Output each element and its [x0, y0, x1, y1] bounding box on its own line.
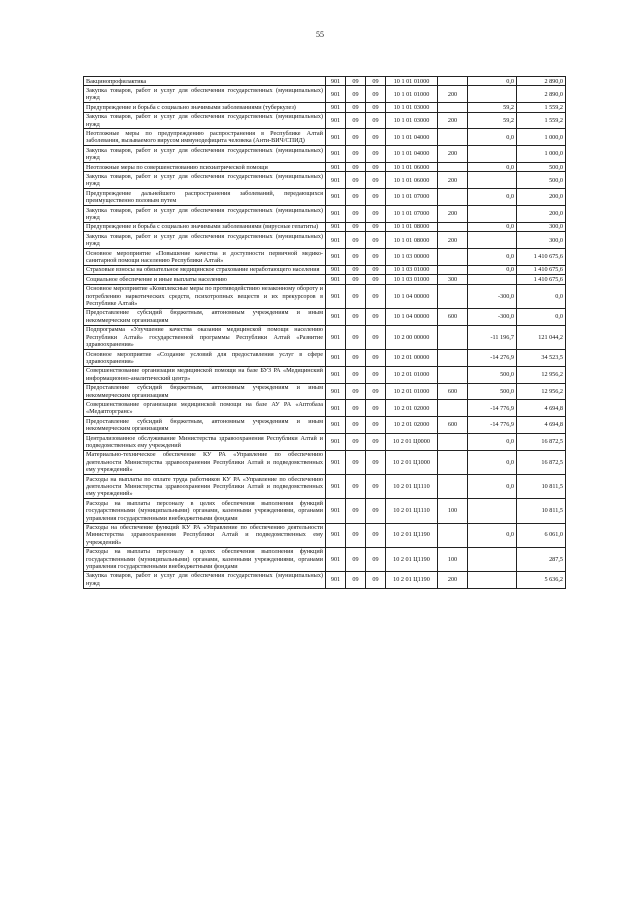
expense-type-cell	[438, 366, 468, 383]
subsection-code-cell: 09	[366, 163, 386, 172]
section-code-cell: 09	[346, 523, 366, 547]
total-amount-cell: 1 410 675,6	[517, 249, 566, 266]
item-name-cell: Расходы на обеспечение функций КУ РА «Управление по обеспечению деятельности Министерства здравоохранения Республики Алтай и подведомственных ему учреждений»	[84, 523, 326, 547]
section-code-cell: 09	[346, 265, 366, 274]
item-name-cell: Материально-техническое обеспечение КУ РА «Управление по обеспечению деятельности Министерства здравоохранения Республики Алтай и подведомственных ему учреждений»	[84, 450, 326, 474]
section-code-cell: 09	[346, 308, 366, 325]
section-code-cell: 09	[346, 571, 366, 588]
total-amount-cell: 500,0	[517, 172, 566, 189]
target-article-cell: 10 1 01 01000	[386, 86, 438, 103]
target-article-cell: 10 1 01 08000	[386, 232, 438, 249]
section-code-cell: 09	[346, 112, 366, 129]
expense-type-cell: 200	[438, 206, 468, 223]
total-amount-cell: 16 872,5	[517, 450, 566, 474]
item-name-cell: Основное мероприятие «Комплексные меры по противодействию незаконному обороту и потреблению наркотических средств, психотропных веществ и их прекурсоров в Республике Алтай»	[84, 284, 326, 308]
total-amount-cell: 16 872,5	[517, 434, 566, 451]
target-article-cell: 10 1 01 03000	[386, 112, 438, 129]
table-row	[84, 232, 566, 249]
subsection-code-cell: 09	[366, 350, 386, 367]
total-amount-cell: 300,0	[517, 222, 566, 231]
section-code-cell: 09	[346, 77, 366, 86]
budget-table	[83, 76, 566, 589]
expense-type-cell	[438, 284, 468, 308]
admin-code-cell: 901	[326, 129, 346, 146]
subsection-code-cell: 09	[366, 77, 386, 86]
expense-type-cell	[438, 350, 468, 367]
expense-type-cell	[438, 475, 468, 499]
subsection-code-cell: 09	[366, 275, 386, 284]
section-code-cell: 09	[346, 103, 366, 112]
item-name-cell: Закупка товаров, работ и услуг для обеспечения государственных (муниципальных) нужд	[84, 206, 326, 223]
change-amount-cell: -14 276,9	[468, 350, 517, 367]
item-name-cell: Предупреждение дальнейшего распространения заболеваний, передающихся преимущественно половым путем	[84, 189, 326, 206]
subsection-code-cell: 09	[366, 146, 386, 163]
table-row	[84, 400, 566, 417]
expense-type-cell: 600	[438, 383, 468, 400]
subsection-code-cell: 09	[366, 475, 386, 499]
target-article-cell: 10 1 01 08000	[386, 222, 438, 231]
section-code-cell: 09	[346, 172, 366, 189]
table-row	[84, 275, 566, 284]
section-code-cell: 09	[346, 146, 366, 163]
expense-type-cell: 600	[438, 308, 468, 325]
item-name-cell: Предупреждение и борьба с социально значимыми заболеваниями (вирусные гепатиты)	[84, 222, 326, 231]
table-row	[84, 475, 566, 499]
item-name-cell: Предоставление субсидий бюджетным, автономным учреждениям и иным некоммерческим организациям	[84, 308, 326, 325]
admin-code-cell: 901	[326, 189, 346, 206]
admin-code-cell: 901	[326, 146, 346, 163]
change-amount-cell: 59,2	[468, 112, 517, 129]
total-amount-cell: 121 044,2	[517, 325, 566, 349]
table-row	[84, 112, 566, 129]
section-code-cell: 09	[346, 434, 366, 451]
target-article-cell: 10 2 01 Ц1110	[386, 499, 438, 523]
expense-type-cell	[438, 189, 468, 206]
total-amount-cell: 1 559,2	[517, 112, 566, 129]
total-amount-cell: 12 956,2	[517, 366, 566, 383]
target-article-cell: 10 1 01 07000	[386, 206, 438, 223]
admin-code-cell: 901	[326, 163, 346, 172]
total-amount-cell: 0,0	[517, 308, 566, 325]
total-amount-cell: 34 523,5	[517, 350, 566, 367]
section-code-cell: 09	[346, 475, 366, 499]
change-amount-cell: 0,0	[468, 222, 517, 231]
admin-code-cell: 901	[326, 275, 346, 284]
subsection-code-cell: 09	[366, 103, 386, 112]
subsection-code-cell: 09	[366, 450, 386, 474]
item-name-cell: Неотложные меры по предупреждению распространения в Республике Алтай заболевания, вызываемого вирусом иммунодефицита человека (Анти-ВИЧ/СПИД)	[84, 129, 326, 146]
target-article-cell: 10 2 01 02000	[386, 400, 438, 417]
item-name-cell: Закупка товаров, работ и услуг для обеспечения государственных (муниципальных) нужд	[84, 571, 326, 588]
change-amount-cell: 0,0	[468, 249, 517, 266]
change-amount-cell	[468, 146, 517, 163]
total-amount-cell: 5 636,2	[517, 571, 566, 588]
item-name-cell: Вакцинопрофилактика	[84, 77, 326, 86]
table-row	[84, 383, 566, 400]
target-article-cell: 10 2 01 Ц1190	[386, 523, 438, 547]
admin-code-cell: 901	[326, 325, 346, 349]
total-amount-cell: 1 410 675,6	[517, 275, 566, 284]
change-amount-cell	[468, 232, 517, 249]
item-name-cell: Закупка товаров, работ и услуг для обеспечения государственных (муниципальных) нужд	[84, 86, 326, 103]
item-name-cell: Расходы на выплаты по оплате труда работников КУ РА «Управление по обеспечению деятельности Министерства здравоохранения Республики Алтай и подведомственных ему учреждений»	[84, 475, 326, 499]
section-code-cell: 09	[346, 222, 366, 231]
table-row	[84, 222, 566, 231]
item-name-cell: Страховые взносы на обязательное медицинское страхование неработающего населения	[84, 265, 326, 274]
subsection-code-cell: 09	[366, 112, 386, 129]
table-row	[84, 547, 566, 571]
subsection-code-cell: 09	[366, 129, 386, 146]
target-article-cell: 10 1 01 06000	[386, 172, 438, 189]
subsection-code-cell: 09	[366, 383, 386, 400]
change-amount-cell: 0,0	[468, 475, 517, 499]
target-article-cell: 10 1 01 01000	[386, 77, 438, 86]
expense-type-cell	[438, 265, 468, 274]
total-amount-cell: 12 956,2	[517, 383, 566, 400]
expense-type-cell	[438, 222, 468, 231]
target-article-cell: 10 2 01 00000	[386, 350, 438, 367]
item-name-cell: Неотложные меры по совершенствованию психиатрической помощи	[84, 163, 326, 172]
page-number: 55	[316, 30, 324, 39]
change-amount-cell: -14 776,9	[468, 400, 517, 417]
table-row	[84, 499, 566, 523]
subsection-code-cell: 09	[366, 325, 386, 349]
change-amount-cell	[468, 547, 517, 571]
change-amount-cell: -300,0	[468, 284, 517, 308]
admin-code-cell: 901	[326, 103, 346, 112]
table-row	[84, 163, 566, 172]
change-amount-cell: 0,0	[468, 129, 517, 146]
change-amount-cell: 0,0	[468, 523, 517, 547]
admin-code-cell: 901	[326, 112, 346, 129]
expense-type-cell: 200	[438, 571, 468, 588]
change-amount-cell	[468, 172, 517, 189]
target-article-cell: 10 1 04 00000	[386, 308, 438, 325]
section-code-cell: 09	[346, 163, 366, 172]
total-amount-cell: 4 694,8	[517, 417, 566, 434]
total-amount-cell: 4 694,8	[517, 400, 566, 417]
admin-code-cell: 901	[326, 172, 346, 189]
total-amount-cell: 10 811,5	[517, 499, 566, 523]
expense-type-cell: 100	[438, 499, 468, 523]
target-article-cell: 10 2 01 02000	[386, 417, 438, 434]
section-code-cell: 09	[346, 86, 366, 103]
expense-type-cell: 200	[438, 112, 468, 129]
section-code-cell: 09	[346, 400, 366, 417]
expense-type-cell	[438, 249, 468, 266]
total-amount-cell: 6 061,0	[517, 523, 566, 547]
section-code-cell: 09	[346, 275, 366, 284]
admin-code-cell: 901	[326, 547, 346, 571]
admin-code-cell: 901	[326, 523, 346, 547]
section-code-cell: 09	[346, 129, 366, 146]
total-amount-cell: 200,0	[517, 206, 566, 223]
change-amount-cell: 0,0	[468, 189, 517, 206]
target-article-cell: 10 1 03 01000	[386, 275, 438, 284]
item-name-cell: Основное мероприятие «Создание условий для предоставления услуг в сфере здравоохранения»	[84, 350, 326, 367]
section-code-cell: 09	[346, 232, 366, 249]
change-amount-cell: -300,0	[468, 308, 517, 325]
change-amount-cell: 0,0	[468, 163, 517, 172]
table-row	[84, 189, 566, 206]
admin-code-cell: 901	[326, 366, 346, 383]
section-code-cell: 09	[346, 284, 366, 308]
table-row	[84, 103, 566, 112]
admin-code-cell: 901	[326, 499, 346, 523]
subsection-code-cell: 09	[366, 547, 386, 571]
subsection-code-cell: 09	[366, 308, 386, 325]
table-row	[84, 172, 566, 189]
item-name-cell: Расходы на выплаты персоналу в целях обеспечения выполнения функций государственными (муниципальными) органами, казенными учреждениями, органами управления государственными внебюджетными фондами	[84, 499, 326, 523]
total-amount-cell: 300,0	[517, 232, 566, 249]
admin-code-cell: 901	[326, 434, 346, 451]
target-article-cell: 10 2 00 00000	[386, 325, 438, 349]
admin-code-cell: 901	[326, 350, 346, 367]
section-code-cell: 09	[346, 325, 366, 349]
expense-type-cell: 200	[438, 232, 468, 249]
expense-type-cell	[438, 325, 468, 349]
total-amount-cell: 2 890,0	[517, 86, 566, 103]
section-code-cell: 09	[346, 450, 366, 474]
table-row	[84, 77, 566, 86]
expense-type-cell	[438, 77, 468, 86]
table-row	[84, 417, 566, 434]
target-article-cell: 10 2 01 01000	[386, 383, 438, 400]
section-code-cell: 09	[346, 366, 366, 383]
target-article-cell: 10 1 01 04000	[386, 129, 438, 146]
change-amount-cell: -11 196,7	[468, 325, 517, 349]
target-article-cell: 10 1 01 03000	[386, 103, 438, 112]
expense-type-cell	[438, 400, 468, 417]
item-name-cell: Закупка товаров, работ и услуг для обеспечения государственных (муниципальных) нужд	[84, 112, 326, 129]
item-name-cell: Централизованное обслуживание Министерства здравоохранения Республики Алтай и подведомственных ему учреждений	[84, 434, 326, 451]
expense-type-cell: 200	[438, 146, 468, 163]
table-row	[84, 265, 566, 274]
target-article-cell: 10 1 03 00000	[386, 249, 438, 266]
target-article-cell: 10 2 01 01000	[386, 366, 438, 383]
section-code-cell: 09	[346, 383, 366, 400]
target-article-cell: 10 2 01 Ц1000	[386, 450, 438, 474]
change-amount-cell	[468, 86, 517, 103]
subsection-code-cell: 09	[366, 265, 386, 274]
expense-type-cell	[438, 434, 468, 451]
table-row	[84, 523, 566, 547]
subsection-code-cell: 09	[366, 249, 386, 266]
change-amount-cell: 0,0	[468, 450, 517, 474]
admin-code-cell: 901	[326, 249, 346, 266]
expense-type-cell	[438, 450, 468, 474]
table-row	[84, 308, 566, 325]
item-name-cell: Предоставление субсидий бюджетным, автономным учреждениям и иным некоммерческим организациям	[84, 383, 326, 400]
subsection-code-cell: 09	[366, 172, 386, 189]
section-code-cell: 09	[346, 189, 366, 206]
table-row	[84, 450, 566, 474]
total-amount-cell: 287,5	[517, 547, 566, 571]
total-amount-cell: 10 811,5	[517, 475, 566, 499]
section-code-cell: 09	[346, 417, 366, 434]
item-name-cell: Закупка товаров, работ и услуг для обеспечения государственных (муниципальных) нужд	[84, 172, 326, 189]
target-article-cell: 10 1 03 01000	[386, 265, 438, 274]
target-article-cell: 10 1 01 07000	[386, 189, 438, 206]
change-amount-cell: 59,2	[468, 103, 517, 112]
item-name-cell: Совершенствование организации медицинской помощи на базе АУ РА «Аптобаза «Медапторгранс»	[84, 400, 326, 417]
subsection-code-cell: 09	[366, 434, 386, 451]
change-amount-cell	[468, 571, 517, 588]
section-code-cell: 09	[346, 547, 366, 571]
item-name-cell: Основное мероприятие «Повышение качества и доступности первичной медико-санитарной помощи населению Республики Алтай»	[84, 249, 326, 266]
expense-type-cell	[438, 103, 468, 112]
table-row	[84, 146, 566, 163]
subsection-code-cell: 09	[366, 222, 386, 231]
target-article-cell: 10 1 01 04000	[386, 146, 438, 163]
item-name-cell: Закупка товаров, работ и услуг для обеспечения государственных (муниципальных) нужд	[84, 146, 326, 163]
target-article-cell: 10 2 01 Ц1190	[386, 571, 438, 588]
subsection-code-cell: 09	[366, 417, 386, 434]
expense-type-cell	[438, 523, 468, 547]
change-amount-cell: -14 776,9	[468, 417, 517, 434]
admin-code-cell: 901	[326, 222, 346, 231]
subsection-code-cell: 09	[366, 232, 386, 249]
admin-code-cell: 901	[326, 77, 346, 86]
change-amount-cell: 500,0	[468, 366, 517, 383]
admin-code-cell: 901	[326, 232, 346, 249]
admin-code-cell: 901	[326, 206, 346, 223]
subsection-code-cell: 09	[366, 189, 386, 206]
change-amount-cell	[468, 206, 517, 223]
admin-code-cell: 901	[326, 284, 346, 308]
target-article-cell: 10 1 01 06000	[386, 163, 438, 172]
section-code-cell: 09	[346, 350, 366, 367]
table-row	[84, 249, 566, 266]
subsection-code-cell: 09	[366, 284, 386, 308]
item-name-cell: Предупреждение и борьба с социально значимыми заболеваниями (туберкулез)	[84, 103, 326, 112]
change-amount-cell: 0,0	[468, 265, 517, 274]
expense-type-cell: 200	[438, 86, 468, 103]
table-row	[84, 434, 566, 451]
target-article-cell: 10 1 04 00000	[386, 284, 438, 308]
item-name-cell: Расходы на выплаты персоналу в целях обеспечения выполнения функций государственными (муниципальными) органами, казенными учреждениями, органами управления государственными внебюджетными фондами	[84, 547, 326, 571]
change-amount-cell: 500,0	[468, 383, 517, 400]
expense-type-cell: 100	[438, 547, 468, 571]
subsection-code-cell: 09	[366, 571, 386, 588]
target-article-cell: 10 2 01 Ц1190	[386, 547, 438, 571]
expense-type-cell: 300	[438, 275, 468, 284]
item-name-cell: Закупка товаров, работ и услуг для обеспечения государственных (муниципальных) нужд	[84, 232, 326, 249]
table-row	[84, 325, 566, 349]
admin-code-cell: 901	[326, 400, 346, 417]
change-amount-cell	[468, 499, 517, 523]
total-amount-cell: 1 000,0	[517, 129, 566, 146]
change-amount-cell: 0,0	[468, 77, 517, 86]
section-code-cell: 09	[346, 249, 366, 266]
section-code-cell: 09	[346, 206, 366, 223]
change-amount-cell	[468, 275, 517, 284]
total-amount-cell: 1 559,2	[517, 103, 566, 112]
total-amount-cell: 0,0	[517, 284, 566, 308]
expense-type-cell	[438, 163, 468, 172]
table-row	[84, 206, 566, 223]
target-article-cell: 10 2 01 Ц1110	[386, 475, 438, 499]
expense-type-cell: 600	[438, 417, 468, 434]
subsection-code-cell: 09	[366, 366, 386, 383]
change-amount-cell: 0,0	[468, 434, 517, 451]
admin-code-cell: 901	[326, 265, 346, 274]
item-name-cell: Социальное обеспечение и иные выплаты населению	[84, 275, 326, 284]
admin-code-cell: 901	[326, 475, 346, 499]
section-code-cell: 09	[346, 499, 366, 523]
admin-code-cell: 901	[326, 571, 346, 588]
total-amount-cell: 200,0	[517, 189, 566, 206]
admin-code-cell: 901	[326, 383, 346, 400]
item-name-cell: Совершенствование организации медицинской помощи на базе БУЗ РА «Медицинский информационно-аналитический центр»	[84, 366, 326, 383]
target-article-cell: 10 2 01 Ц0000	[386, 434, 438, 451]
admin-code-cell: 901	[326, 417, 346, 434]
total-amount-cell: 2 890,0	[517, 77, 566, 86]
admin-code-cell: 901	[326, 86, 346, 103]
total-amount-cell: 500,0	[517, 163, 566, 172]
total-amount-cell: 1 410 675,6	[517, 265, 566, 274]
item-name-cell: Предоставление субсидий бюджетным, автономным учреждениям и иным некоммерческим организациям	[84, 417, 326, 434]
total-amount-cell: 1 000,0	[517, 146, 566, 163]
expense-type-cell	[438, 129, 468, 146]
table-row	[84, 350, 566, 367]
subsection-code-cell: 09	[366, 86, 386, 103]
subsection-code-cell: 09	[366, 400, 386, 417]
subsection-code-cell: 09	[366, 523, 386, 547]
table-row	[84, 86, 566, 103]
expense-type-cell: 200	[438, 172, 468, 189]
admin-code-cell: 901	[326, 450, 346, 474]
table-row	[84, 571, 566, 588]
table-row	[84, 366, 566, 383]
table-row	[84, 284, 566, 308]
subsection-code-cell: 09	[366, 499, 386, 523]
item-name-cell: Подпрограмма «Улучшение качества оказания медицинской помощи населению Республики Алтай» государственной программы Республики Алтай «Развитие здравоохранения»	[84, 325, 326, 349]
admin-code-cell: 901	[326, 308, 346, 325]
subsection-code-cell: 09	[366, 206, 386, 223]
table-row	[84, 129, 566, 146]
